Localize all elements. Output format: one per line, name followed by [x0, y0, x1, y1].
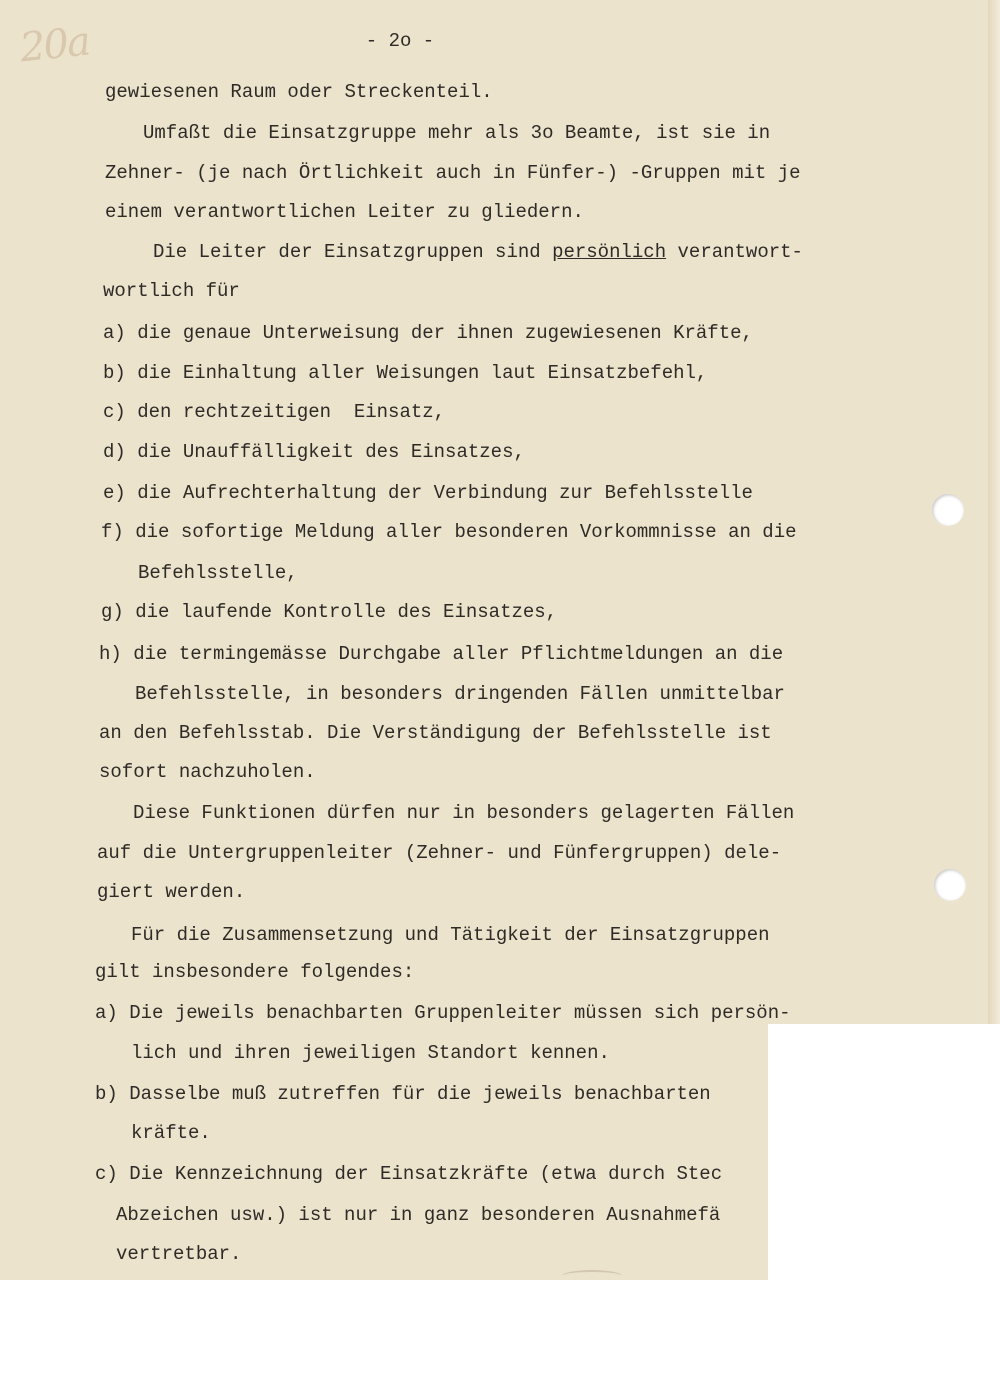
text-line: einem verantwortlichen Leiter zu gliedern.	[105, 201, 584, 223]
list-item: c) Die Kennzeichnung der Einsatzkräfte (etwa durch Stec	[95, 1163, 723, 1185]
text-line: gewiesenen Raum oder Streckenteil.	[105, 81, 493, 103]
list-item-continuation: lich und ihren jeweiligen Standort kennen.	[131, 1042, 610, 1064]
list-item: a) die genaue Unterweisung der ihnen zugewiesenen Kräfte,	[103, 322, 753, 344]
text-line: Für die Zusammensetzung und Tätigkeit der Einsatzgruppen	[131, 924, 770, 946]
text-line: auf die Untergruppenleiter (Zehner- und Fünfergruppen) dele-	[97, 842, 782, 864]
list-item-continuation: Abzeichen usw.) ist nur in ganz besonderen Ausnahmefä	[116, 1204, 721, 1226]
list-item: d) die Unauffälligkeit des Einsatzes,	[103, 441, 525, 463]
list-item-continuation: vertretbar.	[116, 1243, 242, 1265]
list-item-continuation: an den Befehlsstab. Die Verständigung der Befehlsstelle ist	[99, 722, 772, 744]
punch-hole-icon	[934, 869, 966, 901]
page-edge	[988, 0, 1000, 1024]
list-item-continuation: kräfte.	[131, 1122, 211, 1144]
list-item: c) den rechtzeitigen Einsatz,	[103, 401, 446, 423]
list-item: a) Die jeweils benachbarten Gruppenleiter müssen sich persön-	[95, 1002, 791, 1024]
list-item: f) die sofortige Meldung aller besonderen Vorkommnisse an die	[101, 521, 797, 543]
text-line: giert werden.	[97, 881, 246, 903]
list-item: b) die Einhaltung aller Weisungen laut Einsatzbefehl,	[103, 362, 708, 384]
list-item-continuation: Befehlsstelle,	[138, 562, 298, 584]
text-line: wortlich für	[103, 280, 240, 302]
handwritten-page-note: 20a	[17, 18, 91, 72]
list-item-continuation: sofort nachzuholen.	[99, 761, 316, 783]
list-item: g) die laufende Kontrolle des Einsatzes,	[101, 601, 558, 623]
blank-region	[768, 1024, 1000, 1280]
text-line: gilt insbesondere folgendes:	[95, 961, 415, 983]
blank-region	[0, 1280, 1000, 1385]
list-item-continuation: Befehlsstelle, in besonders dringenden Fällen unmittelbar	[135, 683, 785, 705]
list-item: e) die Aufrechterhaltung der Verbindung zur Befehlsstelle	[103, 482, 753, 504]
page-number: - 2o -	[365, 30, 435, 52]
list-item: h) die termingemässe Durchgabe aller Pflichtmeldungen an die	[99, 643, 784, 665]
text-line: Zehner- (je nach Örtlichkeit auch in Fünfer-) -Gruppen mit je	[105, 162, 801, 184]
text-line-with-underline: Die Leiter der Einsatzgruppen sind persönlich verantwort-	[153, 241, 803, 263]
underlined-word: persönlich	[552, 241, 667, 263]
punch-hole-icon	[932, 494, 964, 526]
list-item: b) Dasselbe muß zutreffen für die jeweils benachbarten	[95, 1083, 711, 1105]
text-line: Diese Funktionen dürfen nur in besonders gelagerten Fällen	[133, 802, 795, 824]
text-line: Umfaßt die Einsatzgruppe mehr als 3o Beamte, ist sie in	[143, 122, 771, 144]
